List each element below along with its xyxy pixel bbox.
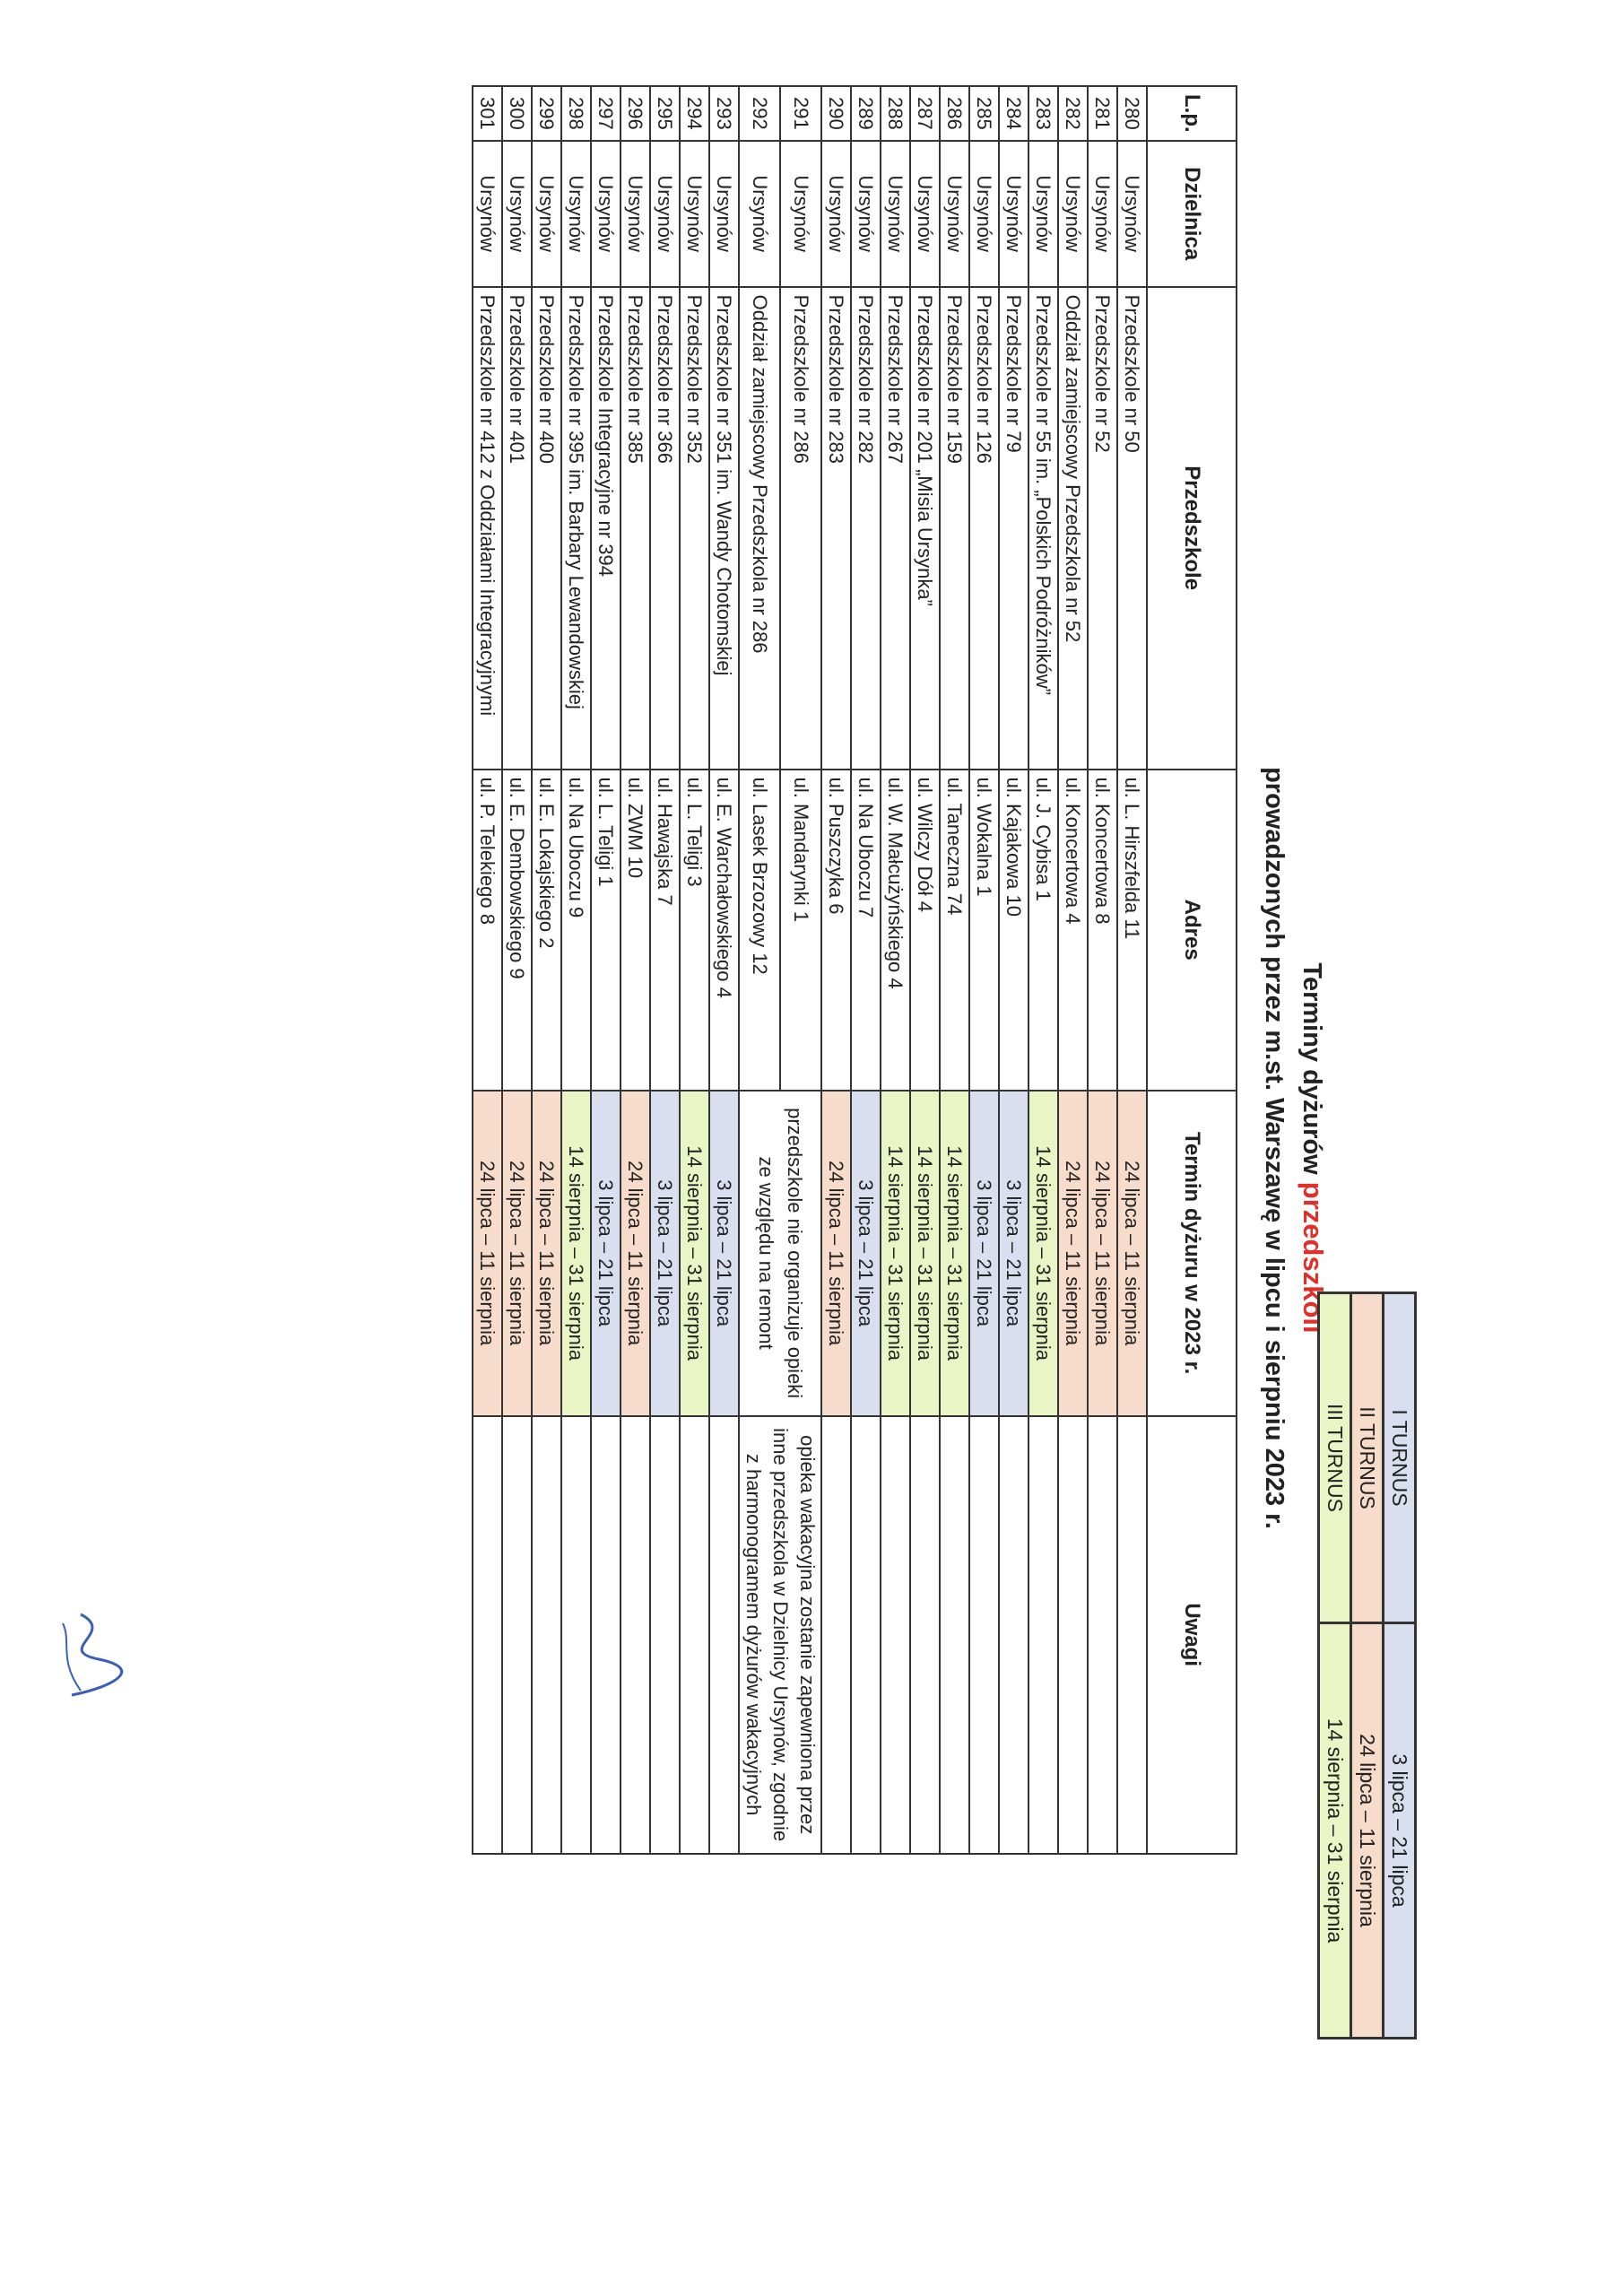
cell-adres: ul. Wokalna 1 xyxy=(969,770,999,1091)
cell-przedszkole: Przedszkole nr 126 xyxy=(969,287,999,770)
cell-uwagi xyxy=(821,1416,851,1854)
cell-dzielnica: Ursynów xyxy=(881,141,910,287)
cell-uwagi xyxy=(709,1416,739,1854)
table-row xyxy=(1117,86,1147,1854)
header-lp: L.p. xyxy=(1147,86,1237,141)
header-termin: Termin dyżuru w 2023 r. xyxy=(1147,1091,1237,1416)
cell-termin: 24 lipca – 11 sierpnia xyxy=(1058,1091,1088,1416)
cell-termin: 24 lipca – 11 sierpnia xyxy=(821,1091,851,1416)
cell-przedszkole: Przedszkole nr 412 z Oddziałami Integracyjnymi xyxy=(473,287,502,770)
cell-termin: 24 lipca – 11 sierpnia xyxy=(1117,1091,1147,1416)
cell-uwagi xyxy=(532,1416,561,1854)
cell-uwagi xyxy=(910,1416,940,1854)
cell-uwagi xyxy=(881,1416,910,1854)
cell-lp: 283 xyxy=(1028,86,1058,141)
cell-termin: 3 lipca – 21 lipca xyxy=(969,1091,999,1416)
cell-przedszkole: Przedszkole nr 395 im. Barbary Lewandowskiej xyxy=(561,287,591,770)
cell-termin: 24 lipca – 11 sierpnia xyxy=(621,1091,650,1416)
cell-adres: ul. E. Dembowskiego 9 xyxy=(502,770,532,1091)
cell-lp: 286 xyxy=(940,86,969,141)
table-row xyxy=(502,86,532,1854)
cell-dzielnica: Ursynów xyxy=(739,141,780,287)
cell-adres: ul. Puszczyka 6 xyxy=(821,770,851,1091)
table-row xyxy=(821,86,851,1854)
cell-adres: ul. Koncertowa 8 xyxy=(1088,770,1117,1091)
cell-adres: ul. Mandarynki 1 xyxy=(780,770,821,1091)
cell-dzielnica: Ursynów xyxy=(821,141,851,287)
legend-range: 14 sierpnia – 31 sierpnia xyxy=(1319,1623,1351,2039)
table-row xyxy=(680,86,709,1854)
cell-termin: 24 lipca – 11 sierpnia xyxy=(532,1091,561,1416)
cell-uwagi xyxy=(650,1416,680,1854)
cell-dzielnica: Ursynów xyxy=(561,141,591,287)
cell-termin: 3 lipca – 21 lipca xyxy=(851,1091,881,1416)
cell-adres: ul. Lasek Brzozowy 12 xyxy=(739,770,780,1091)
cell-termin: 14 sierpnia – 31 sierpnia xyxy=(1028,1091,1058,1416)
cell-przedszkole: Przedszkole nr 286 xyxy=(780,287,821,770)
table-row xyxy=(473,86,502,1854)
cell-termin: 3 lipca – 21 lipca xyxy=(709,1091,739,1416)
cell-uwagi xyxy=(1117,1416,1147,1854)
cell-dzielnica: Ursynów xyxy=(502,141,532,287)
cell-lp: 298 xyxy=(561,86,591,141)
cell-dzielnica: Ursynów xyxy=(680,141,709,287)
cell-przedszkole: Przedszkole Integracyjne nr 394 xyxy=(591,287,621,770)
cell-lp: 296 xyxy=(621,86,650,141)
cell-uwagi xyxy=(561,1416,591,1854)
cell-adres: ul. E. Lokajskiego 2 xyxy=(532,770,561,1091)
table-row xyxy=(532,86,561,1854)
cell-lp: 282 xyxy=(1058,86,1088,141)
cell-adres: ul. J. Cybisa 1 xyxy=(1028,770,1058,1091)
cell-adres: ul. P. Telekiego 8 xyxy=(473,770,502,1091)
table-row xyxy=(650,86,680,1854)
legend-name: II TURNUS xyxy=(1351,1293,1384,1623)
table-row xyxy=(999,86,1028,1854)
cell-przedszkole: Przedszkole nr 400 xyxy=(532,287,561,770)
cell-adres: ul. Taneczna 74 xyxy=(940,770,969,1091)
cell-lp: 295 xyxy=(650,86,680,141)
cell-przedszkole: Przedszkole nr 201 „Misia Ursynka” xyxy=(910,287,940,770)
header-row xyxy=(1147,86,1237,1854)
cell-przedszkole: Przedszkole nr 55 im. „Polskich Podróżników” xyxy=(1028,287,1058,770)
cell-przedszkole: Oddział zamiejscowy Przedszkola nr 286 xyxy=(739,287,780,770)
cell-lp: 292 xyxy=(739,86,780,141)
cell-uwagi xyxy=(473,1416,502,1854)
cell-uwagi xyxy=(940,1416,969,1854)
cell-przedszkole: Przedszkole nr 352 xyxy=(680,287,709,770)
header-przedszkole: Przedszkole xyxy=(1147,287,1237,770)
cell-przedszkole: Przedszkole nr 351 im. Wandy Chotomskiej xyxy=(709,287,739,770)
table-row xyxy=(1058,86,1088,1854)
cell-lp: 300 xyxy=(502,86,532,141)
cell-uwagi-note: opieka wakacyjna zostanie zapewniona przez inne przedszkola w Dzielnicy Ursynów, zgodnie z harmonogramem dyżurów wakacyjnych xyxy=(739,1416,821,1854)
cell-przedszkole: Przedszkole nr 52 xyxy=(1088,287,1117,770)
cell-dzielnica: Ursynów xyxy=(1088,141,1117,287)
cell-przedszkole: Przedszkole nr 159 xyxy=(940,287,969,770)
legend-row xyxy=(1319,1293,1351,2039)
cell-adres: ul. Na Uboczu 7 xyxy=(851,770,881,1091)
cell-przedszkole: Przedszkole nr 366 xyxy=(650,287,680,770)
cell-dzielnica: Ursynów xyxy=(851,141,881,287)
cell-dzielnica: Ursynów xyxy=(532,141,561,287)
cell-dzielnica: Ursynów xyxy=(940,141,969,287)
title-line2: prowadzonych przez m.st. Warszawę w lipcu i sierpniu 2023 r. xyxy=(1260,767,1289,1529)
table-row xyxy=(881,86,910,1854)
cell-uwagi xyxy=(969,1416,999,1854)
cell-lp: 293 xyxy=(709,86,739,141)
cell-uwagi xyxy=(680,1416,709,1854)
legend-row xyxy=(1384,1293,1416,2039)
cell-przedszkole: Przedszkole nr 79 xyxy=(999,287,1028,770)
legend-name: I TURNUS xyxy=(1384,1293,1416,1623)
legend-range: 3 lipca – 21 lipca xyxy=(1384,1623,1416,2039)
cell-adres: ul. L. Teligi 3 xyxy=(680,770,709,1091)
cell-lp: 284 xyxy=(999,86,1028,141)
cell-przedszkole: Przedszkole nr 401 xyxy=(502,287,532,770)
cell-termin: 24 lipca – 11 sierpnia xyxy=(473,1091,502,1416)
table-row xyxy=(1088,86,1117,1854)
cell-lp: 281 xyxy=(1088,86,1117,141)
cell-dzielnica: Ursynów xyxy=(591,141,621,287)
cell-uwagi xyxy=(1028,1416,1058,1854)
cell-lp: 294 xyxy=(680,86,709,141)
cell-lp: 280 xyxy=(1117,86,1147,141)
turnus-legend xyxy=(1317,1292,1417,2039)
cell-termin: 24 lipca – 11 sierpnia xyxy=(502,1091,532,1416)
cell-przedszkole: Oddział zamiejscowy Przedszkola nr 52 xyxy=(1058,287,1088,770)
header-adres: Adres xyxy=(1147,770,1237,1091)
cell-dzielnica: Ursynów xyxy=(473,141,502,287)
cell-adres: ul. L. Teligi 1 xyxy=(591,770,621,1091)
cell-uwagi xyxy=(1088,1416,1117,1854)
title-line1: Terminy dyżurów xyxy=(1298,962,1326,1182)
cell-adres: ul. L. Hirszfelda 11 xyxy=(1117,770,1147,1091)
cell-dzielnica: Ursynów xyxy=(1028,141,1058,287)
cell-uwagi xyxy=(591,1416,621,1854)
cell-uwagi xyxy=(999,1416,1028,1854)
cell-lp: 301 xyxy=(473,86,502,141)
cell-uwagi xyxy=(1058,1416,1088,1854)
header-uwagi: Uwagi xyxy=(1147,1416,1237,1854)
cell-termin: 3 lipca – 21 lipca xyxy=(650,1091,680,1416)
cell-lp: 297 xyxy=(591,86,621,141)
cell-termin: 14 sierpnia – 31 sierpnia xyxy=(940,1091,969,1416)
table-row xyxy=(940,86,969,1854)
cell-termin: 24 lipca – 11 sierpnia xyxy=(1088,1091,1117,1416)
legend-row xyxy=(1351,1293,1384,2039)
cell-dzielnica: Ursynów xyxy=(1058,141,1088,287)
table-row xyxy=(969,86,999,1854)
cell-termin: 14 sierpnia – 31 sierpnia xyxy=(561,1091,591,1416)
cell-adres: ul. W. Małcużyńskiego 4 xyxy=(881,770,910,1091)
cell-uwagi xyxy=(621,1416,650,1854)
cell-termin: 14 sierpnia – 31 sierpnia xyxy=(910,1091,940,1416)
schedule-table xyxy=(472,85,1237,1855)
cell-lp: 291 xyxy=(780,86,821,141)
cell-termin: 3 lipca – 21 lipca xyxy=(999,1091,1028,1416)
cell-adres: ul. E. Warchałowskiego 4 xyxy=(709,770,739,1091)
cell-lp: 287 xyxy=(910,86,940,141)
cell-dzielnica: Ursynów xyxy=(969,141,999,287)
cell-przedszkole: Przedszkole nr 267 xyxy=(881,287,910,770)
cell-przedszkole: Przedszkole nr 283 xyxy=(821,287,851,770)
cell-adres: ul. ZWM 10 xyxy=(621,770,650,1091)
table-row xyxy=(1028,86,1058,1854)
table-row xyxy=(709,86,739,1854)
table-row xyxy=(591,86,621,1854)
cell-dzielnica: Ursynów xyxy=(621,141,650,287)
cell-uwagi xyxy=(851,1416,881,1854)
cell-adres: ul. Koncertowa 4 xyxy=(1058,770,1088,1091)
cell-termin: 3 lipca – 21 lipca xyxy=(591,1091,621,1416)
cell-adres: ul. Kajakowa 10 xyxy=(999,770,1028,1091)
table-row xyxy=(910,86,940,1854)
table-row xyxy=(780,86,821,1854)
cell-dzielnica: Ursynów xyxy=(650,141,680,287)
cell-termin: 14 sierpnia – 31 sierpnia xyxy=(881,1091,910,1416)
cell-adres: ul. Hawajska 7 xyxy=(650,770,680,1091)
cell-adres: ul. Wilczy Dół 4 xyxy=(910,770,940,1091)
table-row xyxy=(851,86,881,1854)
legend-range: 24 lipca – 11 sierpnia xyxy=(1351,1623,1384,2039)
cell-lp: 290 xyxy=(821,86,851,141)
cell-dzielnica: Ursynów xyxy=(709,141,739,287)
cell-dzielnica: Ursynów xyxy=(1117,141,1147,287)
title-highlight: przedszkoli xyxy=(1298,1181,1329,1334)
cell-uwagi xyxy=(502,1416,532,1854)
cell-dzielnica: Ursynów xyxy=(780,141,821,287)
table-row xyxy=(561,86,591,1854)
cell-przedszkole: Przedszkole nr 385 xyxy=(621,287,650,770)
cell-lp: 288 xyxy=(881,86,910,141)
cell-dzielnica: Ursynów xyxy=(999,141,1028,287)
cell-przedszkole: Przedszkole nr 282 xyxy=(851,287,881,770)
table-row xyxy=(621,86,650,1854)
cell-lp: 299 xyxy=(532,86,561,141)
cell-adres: ul. Na Uboczu 9 xyxy=(561,770,591,1091)
cell-przedszkole: Przedszkole nr 50 xyxy=(1117,287,1147,770)
header-dzielnica: Dzielnica xyxy=(1147,141,1237,287)
cell-dzielnica: Ursynów xyxy=(910,141,940,287)
cell-lp: 285 xyxy=(969,86,999,141)
cell-termin: 14 sierpnia – 31 sierpnia xyxy=(680,1091,709,1416)
cell-termin: przedszkole nie organizuje opieki ze względu na remont xyxy=(739,1091,821,1416)
legend-name: III TURNUS xyxy=(1319,1293,1351,1623)
signature-stamp xyxy=(36,1605,135,1713)
cell-lp: 289 xyxy=(851,86,881,141)
